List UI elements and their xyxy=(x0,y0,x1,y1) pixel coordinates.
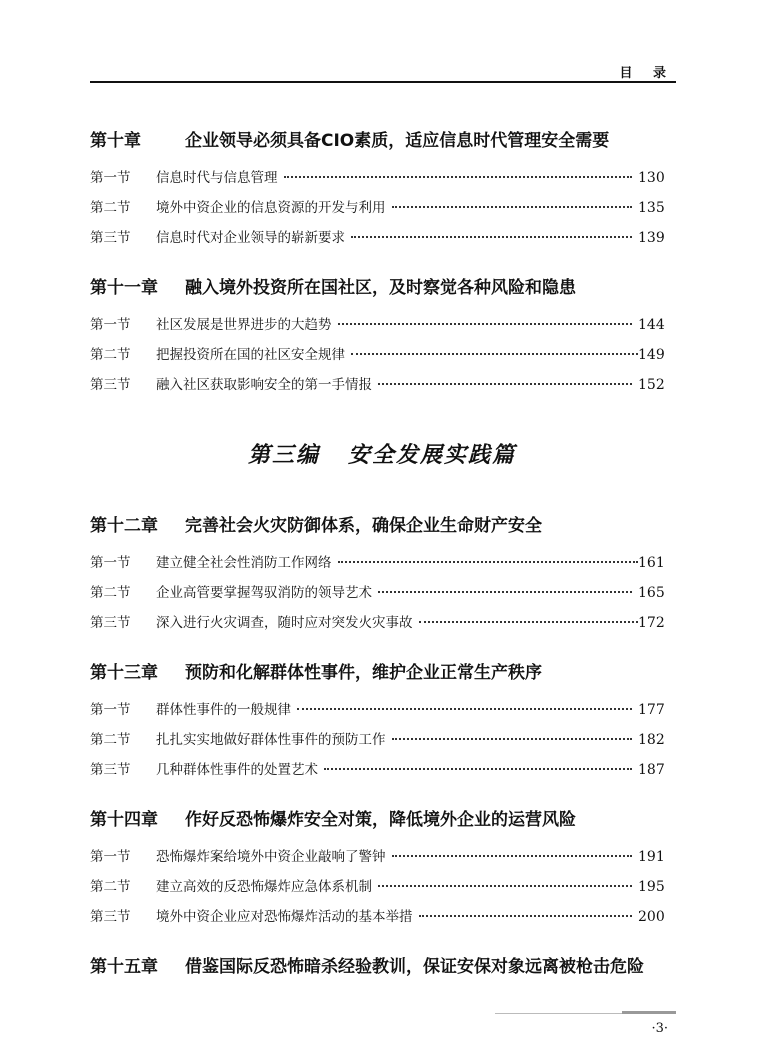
toc-entry[interactable] xyxy=(90,758,664,778)
toc-entry[interactable] xyxy=(90,845,664,865)
section-number: 第一节 xyxy=(90,317,131,333)
chapter-title: 完善社会火灾防御体系，确保企业生命财产安全 xyxy=(185,516,542,536)
chapter-title: 融入境外投资所在国社区，及时察觉各种风险和隐患 xyxy=(185,278,576,298)
page-header-title: 目 录 xyxy=(619,66,674,81)
chapter-title: 企业领导必须具备CIO素质，适应信息时代管理安全需要 xyxy=(185,131,610,151)
chapter-number: 第十章 xyxy=(90,131,141,151)
section-number: 第三节 xyxy=(90,615,131,631)
page-number: 195 xyxy=(638,879,665,895)
dot-leader xyxy=(419,915,633,917)
toc-entry[interactable] xyxy=(90,875,664,895)
chapter-number: 第十一章 xyxy=(90,278,158,298)
footer-page-number: ·3· xyxy=(651,1021,668,1036)
chapter-heading xyxy=(90,273,676,298)
chapter-heading xyxy=(90,805,676,830)
section-title: 恐怖爆炸案给境外中资企业敲响了警钟 xyxy=(156,849,386,865)
toc-entry[interactable] xyxy=(90,196,664,216)
section-title: 境外中资企业应对恐怖爆炸活动的基本举措 xyxy=(156,909,413,925)
footer-rule-accent xyxy=(622,1011,676,1014)
section-title: 建立高效的反恐怖爆炸应急体系机制 xyxy=(156,879,372,895)
section-number: 第三节 xyxy=(90,762,131,778)
toc-entry[interactable] xyxy=(90,551,664,571)
section-number: 第三节 xyxy=(90,909,131,925)
page-number: 165 xyxy=(638,585,665,601)
toc-entry[interactable] xyxy=(90,313,664,333)
toc-entry[interactable] xyxy=(90,226,664,246)
page-number: 182 xyxy=(638,732,665,748)
part-heading xyxy=(0,438,764,469)
section-title: 群体性事件的一般规律 xyxy=(156,702,291,718)
dot-leader xyxy=(419,621,639,623)
section-title: 几种群体性事件的处置艺术 xyxy=(156,762,318,778)
section-number: 第三节 xyxy=(90,230,131,246)
dot-leader xyxy=(378,383,632,385)
toc-entry[interactable] xyxy=(90,905,664,925)
dot-leader xyxy=(392,855,633,857)
section-title: 信息时代对企业领导的崭新要求 xyxy=(156,230,345,246)
page-number: 191 xyxy=(638,849,665,865)
section-title: 融入社区获取影响安全的第一手情报 xyxy=(156,377,372,393)
chapter-title: 借鉴国际反恐怖暗杀经验教训，保证安保对象远离被枪击危险 xyxy=(185,957,644,977)
dot-leader xyxy=(324,768,632,770)
page-number: 144 xyxy=(638,317,665,333)
header-rule xyxy=(90,81,676,83)
chapter-number: 第十二章 xyxy=(90,516,158,536)
toc-entry[interactable] xyxy=(90,611,664,631)
dot-leader xyxy=(351,236,632,238)
section-number: 第一节 xyxy=(90,849,131,865)
section-title: 建立健全社会性消防工作网络 xyxy=(156,555,332,571)
section-number: 第一节 xyxy=(90,170,131,186)
page-number: 187 xyxy=(638,762,665,778)
page-number: 135 xyxy=(638,200,665,216)
section-number: 第二节 xyxy=(90,732,131,748)
section-title: 企业高管要掌握驾驭消防的领导艺术 xyxy=(156,585,372,601)
chapter-number: 第十五章 xyxy=(90,957,158,977)
dot-leader xyxy=(351,353,638,355)
dot-leader xyxy=(378,885,632,887)
toc-entry[interactable] xyxy=(90,728,664,748)
chapter-heading xyxy=(90,126,676,151)
chapter-heading xyxy=(90,952,676,977)
section-number: 第二节 xyxy=(90,585,131,601)
dot-leader xyxy=(284,176,633,178)
dot-leader xyxy=(297,708,632,710)
toc-entry[interactable] xyxy=(90,581,664,601)
part-number: 第三编 xyxy=(247,443,320,468)
toc-entry[interactable] xyxy=(90,343,664,363)
page-number: 152 xyxy=(638,377,665,393)
dot-leader xyxy=(392,206,633,208)
section-title: 深入进行火灾调查，随时应对突发火灾事故 xyxy=(156,615,413,631)
toc-entry[interactable] xyxy=(90,698,664,718)
chapter-title: 预防和化解群体性事件，维护企业正常生产秩序 xyxy=(185,663,542,683)
section-number: 第二节 xyxy=(90,879,131,895)
page-number: 161 xyxy=(638,555,665,571)
dot-leader xyxy=(338,561,639,563)
section-number: 第一节 xyxy=(90,555,131,571)
page-number: 139 xyxy=(638,230,665,246)
section-title: 扎扎实实地做好群体性事件的预防工作 xyxy=(156,732,386,748)
toc-entry[interactable] xyxy=(90,373,664,393)
section-number: 第三节 xyxy=(90,377,131,393)
page-number: 149 xyxy=(638,347,665,363)
chapter-number: 第十四章 xyxy=(90,810,158,830)
page-number: 200 xyxy=(638,909,665,925)
chapter-heading xyxy=(90,658,676,683)
section-title: 社区发展是世界进步的大趋势 xyxy=(156,317,332,333)
part-title: 安全发展实践篇 xyxy=(348,443,517,468)
section-number: 第二节 xyxy=(90,200,131,216)
dot-leader xyxy=(392,738,633,740)
chapter-number: 第十三章 xyxy=(90,663,158,683)
section-title: 把握投资所在国的社区安全规律 xyxy=(156,347,345,363)
chapter-heading xyxy=(90,511,676,536)
section-title: 境外中资企业的信息资源的开发与利用 xyxy=(156,200,386,216)
dot-leader xyxy=(378,591,632,593)
page-number: 172 xyxy=(638,615,665,631)
section-number: 第一节 xyxy=(90,702,131,718)
toc-entry[interactable] xyxy=(90,166,664,186)
page-number: 130 xyxy=(638,170,665,186)
dot-leader xyxy=(338,323,633,325)
section-number: 第二节 xyxy=(90,347,131,363)
chapter-title: 作好反恐怖爆炸安全对策，降低境外企业的运营风险 xyxy=(185,810,576,830)
page-number: 177 xyxy=(638,702,665,718)
section-title: 信息时代与信息管理 xyxy=(156,170,278,186)
